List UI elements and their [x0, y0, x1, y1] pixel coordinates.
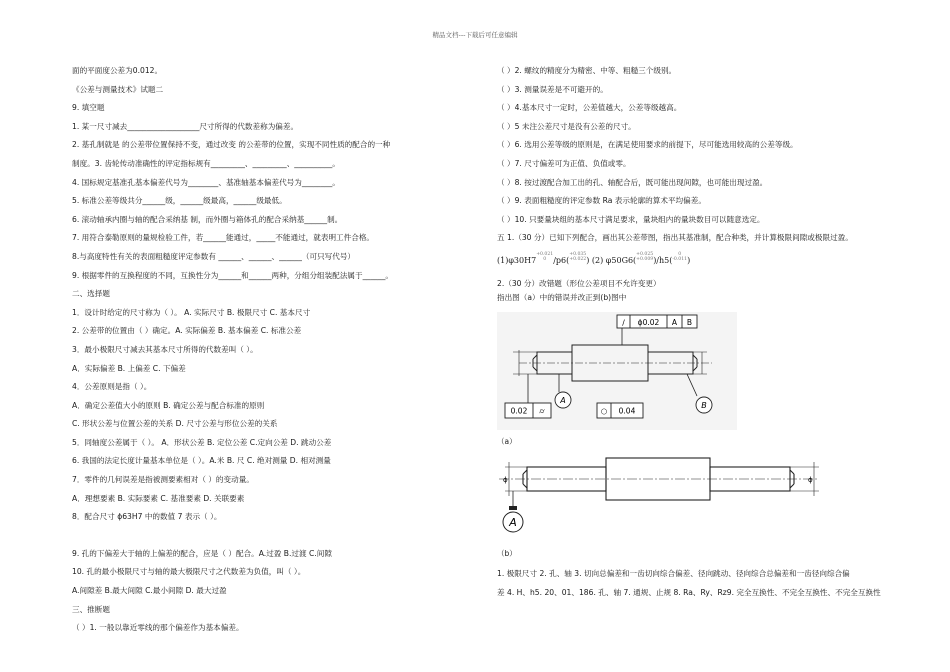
question-line: 4. 国标规定基准孔基本偏差代号为________、基准轴基本偏差代号为________。 [72, 177, 340, 187]
question-line: 4．公差原则是指（ ）。 [72, 382, 152, 392]
question-line: 8．配合尺寸 ϕ63H7 中的数值 7 表示（ ）。 [72, 512, 222, 522]
shaft-drawing-b [497, 450, 822, 536]
section-heading: 三、推断题 [72, 604, 110, 614]
formula-part: ) [687, 255, 691, 265]
upper-deviation: +0.021 [536, 251, 554, 257]
question-line: 5. 标准公差等级共分______级，______级最高，______级最低。 [72, 196, 287, 206]
option-line: A.间隙差 B.最大间隙 C.最小间隙 D. 最大过盈 [72, 586, 227, 596]
question-line: 8.与高度特性有关的表面粗糙度评定参数有 ______、______、______（可只写代号） [72, 251, 356, 261]
judge-item: （ ）7. 尺寸偏差可为正值、负值或零。 [497, 158, 631, 168]
question-line: 五 1.（30 分）已知下列配合，画出其公差带图，指出其基准制，配合种类，并计算极限间隙或极限过盈。 [497, 233, 853, 243]
question-line: 5．同轴度公差属于（ ）。 A．形状公差 B. 定位公差 C.定向公差 D. 跳动公差 [72, 437, 332, 447]
question-line: 2.（30 分）改错题（形位公差项目不允许变更） [497, 278, 661, 288]
tolerance-stack [536, 252, 553, 262]
section-heading: 9. 填空题 [72, 103, 105, 113]
diameter-symbol: ϕ [808, 476, 813, 484]
formula-part: ) (2) φ50G6( [586, 255, 637, 265]
question-line: 6. 滚动轴承内圈与轴的配合采纳基 制，而外圈与箱体孔的配合采纳基______制。 [72, 214, 343, 224]
datum-ref-a: A [671, 318, 678, 327]
fit-formula [497, 252, 917, 271]
judge-item: （ ）2. 螺纹的精度分为精密、中等、粗糙三个级别。 [497, 66, 677, 75]
option-line: A．实际偏差 B. 上偏差 C. 下偏差 [72, 363, 186, 373]
judge-item: （ ）5 未注公差尺寸是没有公差的尺寸。 [497, 121, 636, 131]
lower-deviation: +0.009 [636, 256, 654, 262]
datum-ref-b: B [686, 318, 693, 327]
figure-a [497, 312, 737, 430]
left-column [72, 62, 472, 638]
roundness-symbol: ○ [600, 406, 608, 416]
question-line: 1．设计时给定的尺寸称为（ ）。 A. 实际尺寸 B. 极限尺寸 C. 基本尺寸 [72, 307, 311, 317]
upper-deviation: +0.035 [569, 251, 587, 257]
question-line: （ ）1. 一般以靠近零线的那个偏差作为基本偏差。 [72, 623, 244, 633]
datum-a-label: A [560, 396, 566, 405]
formula-part: (1)φ30H7 [497, 255, 537, 265]
question-line: 10. 孔的最小极限尺寸与轴的最大极限尺寸之代数差为负值，叫（ ）。 [72, 567, 306, 577]
question-line: 7. 用符合泰勒原则的量规检验工件，若______能通过，_____不能通过，就表明工件合格。 [72, 233, 375, 243]
tolerance-stack [569, 252, 586, 262]
page-header: 精品文档---下载后可任意编辑 [432, 31, 518, 39]
lower-deviation: 0 [543, 256, 547, 262]
tolerance-stack [672, 252, 687, 262]
datum-b-label: B [701, 401, 707, 410]
upper-deviation: +0.025 [636, 251, 654, 257]
option-line: A．理想要素 B. 实际要素 C. 基准要素 D. 关联要素 [72, 493, 245, 503]
judge-item: （ ）8. 按过渡配合加工出的孔、轴配合后，既可能出现间隙，也可能出现过盈。 [497, 177, 768, 187]
question-line: 2. 基孔制就是 的公差带位置保持不变，通过改变 的公差带的位置，实现不同性质的配合的一种 [72, 140, 391, 150]
question-line: 9. 孔的下偏差大于轴的上偏差的配合，应是（ ）配合。A.过盈 B.过渡 C.间隙 [72, 548, 332, 558]
option-line: C. 形状公差与位置公差的关系 D. 尺寸公差与形位公差的关系 [72, 419, 278, 429]
blank-line [72, 527, 472, 545]
right-column [497, 62, 917, 308]
text-line: 面的平面度公差为0.012。 [72, 66, 163, 75]
question-line: 1. 某一尺寸减去___________________尺寸所得的代数差称为偏差。 [72, 121, 299, 131]
answer-line: 1. 极限尺寸 2. 孔、轴 3. 切向总偏差和一齿切向综合偏差、径向跳动、径向综合总偏差和一齿径向综合偏 [497, 569, 850, 578]
tolerance-stack [636, 252, 653, 262]
judge-item: （ ）3. 测量误差是不可避开的。 [497, 84, 608, 94]
lower-deviation: +0.022 [569, 256, 587, 262]
figure-b [497, 450, 822, 536]
figure-b-caption: （b） [497, 549, 517, 558]
answer-line: 差 4. H、h5. 20、01、186. 孔、轴 7. 通规、止规 8. Ra、Ry、Rz9. 完全互换性、不完全互换性、不完全互换性 [497, 587, 881, 597]
shaft-drawing-a [497, 312, 737, 430]
cylindricity-symbol: ⌭ [539, 406, 545, 416]
datum-a-marker [503, 491, 523, 532]
tolerance-value: 0.02 [510, 406, 528, 416]
shaft [499, 458, 819, 500]
figure-a-caption: （a） [497, 437, 517, 446]
exam-title: 《公差与测量技术》试题二 [72, 84, 164, 94]
runout-symbol: ∕ [622, 318, 625, 327]
datum-a-label: A [509, 516, 517, 529]
tolerance-value: ϕ0.02 [637, 318, 660, 327]
judge-item: （ ）9. 表面粗糙度的评定参数 Ra 表示轮廓的算术平均偏差。 [497, 196, 706, 206]
upper-deviation: 0 [678, 251, 682, 257]
formula-part: /p6( [553, 255, 570, 265]
question-line: 制度。3. 齿轮传动准确性的评定指标规有_________、_________、__________。 [72, 158, 340, 168]
diameter-symbol: ϕ [503, 476, 508, 484]
option-line: A．确定公差值大小的原则 B. 确定公差与配合标准的原则 [72, 400, 265, 410]
question-line: 6. 我国的法定长度计量基本单位是（ ）。A.米 B. 尺 C. 绝对测量 D. 相对测量 [72, 456, 331, 466]
tolerance-value: 0.04 [618, 406, 636, 416]
judge-item: （ ）6. 选用公差等级的原则是，在满足使用要求的前提下，尽可能选用较高的公差等级。 [497, 140, 798, 150]
question-line: 指出图（a）中的错误并改正到(b)图中 [497, 293, 627, 303]
lower-deviation: -0.011 [672, 256, 688, 262]
judge-item: （ ）10. 只要量块组的基本尺寸满足要求，量块组内的量块数目可以随意选定。 [497, 214, 765, 224]
answer-block [497, 565, 917, 602]
question-line: 9. 根据零件的互换程度的不同，互换性分为______和______两种，分组分组装配法属于______。 [72, 270, 393, 280]
judge-item: （ ）4.基本尺寸一定时，公差值越大，公差等级越高。 [497, 103, 682, 113]
formula-part: )/h5( [653, 255, 673, 265]
feature-control-frame-mid [597, 403, 643, 418]
section-heading: 二、选择题 [72, 289, 110, 299]
question-line: 2. 公差带的位置由（ ）确定。A. 实际偏差 B. 基本偏差 C. 标准公差 [72, 326, 302, 336]
question-line: 3．最小极限尺寸减去其基本尺寸所得的代数差叫（ ）。 [72, 344, 258, 354]
question-line: 7．零件的几何误差是指被测要素相对（ ）的变动量。 [72, 475, 254, 485]
